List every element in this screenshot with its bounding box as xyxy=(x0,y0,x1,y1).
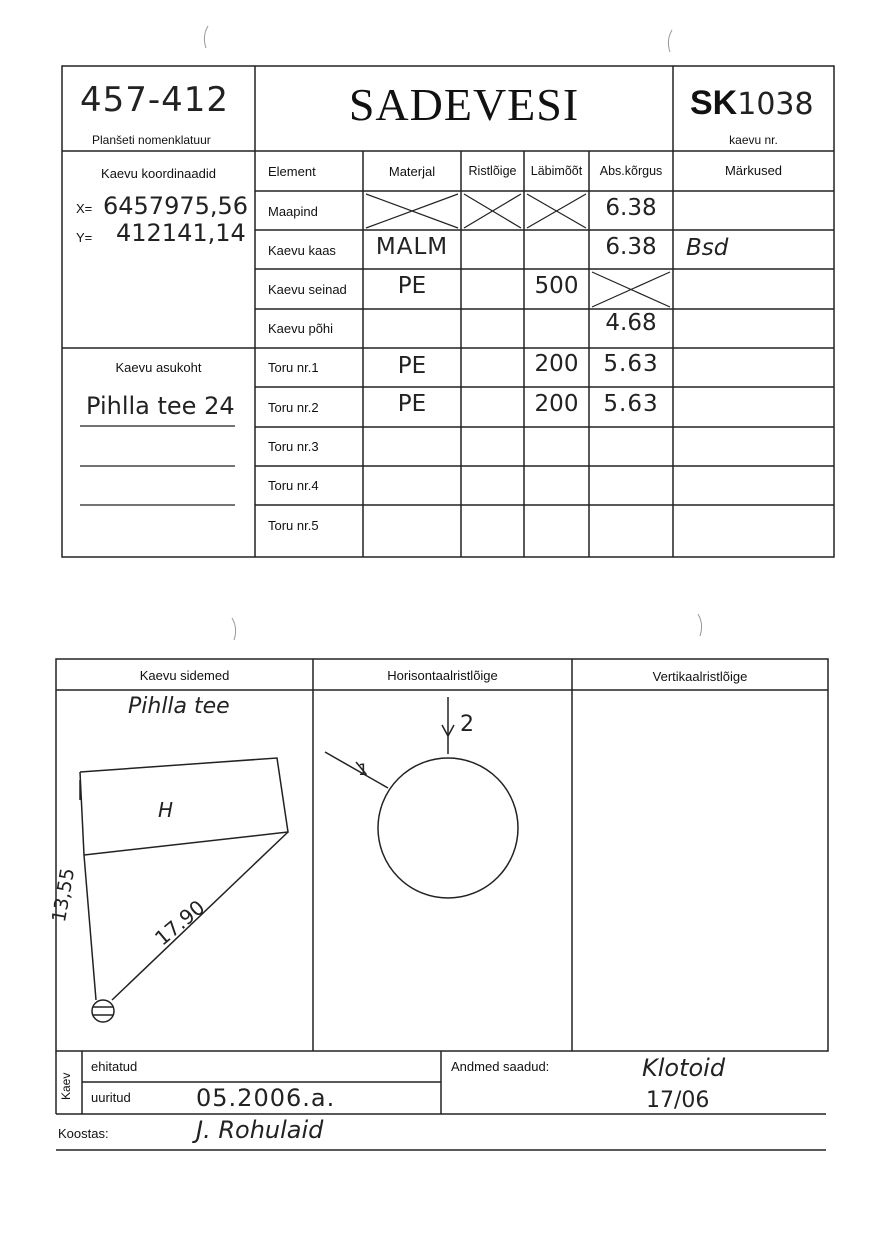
kaevu-prefix: SK xyxy=(690,84,738,122)
coord-x-value: 6457975,56 xyxy=(103,192,249,220)
header-materjal: Materjal xyxy=(388,164,436,179)
row-element-kaevu-seinad: Kaevu seinad xyxy=(268,282,347,297)
cell-abs-toru-1: 5.63 xyxy=(603,351,659,377)
sketch-dim-vertical: 13,55 xyxy=(48,866,80,924)
cell-materjal-toru-1: PE xyxy=(397,353,427,379)
cell-abs-toru-2: 5.63 xyxy=(603,391,659,417)
cell-materjal-toru-2: PE xyxy=(397,391,427,417)
location-label: Kaevu asukoht xyxy=(115,360,202,375)
header-element: Element xyxy=(268,164,316,179)
row-element-toru-1: Toru nr.1 xyxy=(268,360,319,375)
location-value: Pihlla tee 24 xyxy=(86,392,235,420)
row-element-kaevu-pohi: Kaevu põhi xyxy=(268,321,334,336)
sketch-dim-diagonal: 17.90 xyxy=(150,895,210,951)
sketch-lines xyxy=(80,758,288,1022)
cell-markused-kaevu-kaas: Bsd xyxy=(686,235,729,261)
coord-y-value: 412141,14 xyxy=(116,219,246,247)
uuritud-value: 05.2006.a. xyxy=(196,1084,336,1112)
coord-x-label: X= xyxy=(76,201,93,216)
cell-labimoot-toru-1: 200 xyxy=(534,351,579,377)
row-element-maapind: Maapind xyxy=(268,204,318,219)
header-kaevu-sidemed: Kaevu sidemed xyxy=(139,668,230,683)
header-vertikaalristloige: Vertikaalristlõige xyxy=(652,669,748,684)
header-abs-korgus: Abs.kõrgus xyxy=(599,164,663,178)
coordinates-label: Kaevu koordinaadid xyxy=(101,166,216,181)
page-title: SADEVESI xyxy=(348,79,580,130)
cell-abs-kaevu-pohi: 4.68 xyxy=(605,310,657,336)
pipe-in-2-label: 2 xyxy=(460,712,474,737)
header-labimoot: Läbimõõt xyxy=(530,164,583,178)
kaevu-number-field xyxy=(690,84,814,123)
row-element-toru-3: Toru nr.3 xyxy=(268,439,319,454)
coord-y-label: Y= xyxy=(76,230,93,245)
cell-materjal-kaevu-seinad: PE xyxy=(397,273,427,299)
kaevu-number-label: kaevu nr. xyxy=(729,133,778,147)
andmed-saadud-label: Andmed saadud: xyxy=(451,1059,550,1074)
row-element-toru-4: Toru nr.4 xyxy=(268,478,319,493)
sketch-house-label: H xyxy=(158,798,174,822)
row-element-toru-2: Toru nr.2 xyxy=(268,400,319,415)
row-element-toru-5: Toru nr.5 xyxy=(268,518,319,533)
kaevu-number-value: 1038 xyxy=(737,87,814,122)
header-horisontaalristloige: Horisontaalristlõige xyxy=(387,668,498,683)
cell-abs-kaevu-kaas: 6.38 xyxy=(605,234,657,260)
pipe-in-1-label: 1 xyxy=(358,760,369,779)
cell-abs-maapind: 6.38 xyxy=(605,195,657,221)
nomenklatuur-value: 457-412 xyxy=(80,80,230,120)
cross-section-drawing xyxy=(325,697,518,898)
cell-materjal-kaevu-kaas: MALM xyxy=(375,234,449,260)
koostas-label: Koostas: xyxy=(58,1126,109,1141)
andmed-saadud-value-2: 17/06 xyxy=(646,1088,710,1113)
cell-labimoot-kaevu-seinad: 500 xyxy=(534,273,579,299)
andmed-saadud-value-1: Klotoid xyxy=(642,1054,726,1082)
row-element-kaevu-kaas: Kaevu kaas xyxy=(268,243,336,258)
ehitatud-label: ehitatud xyxy=(91,1059,138,1074)
cell-labimoot-toru-2: 200 xyxy=(534,391,579,417)
nomenklatuur-label: Planšeti nomenklatuur xyxy=(92,133,211,147)
koostas-value: J. Rohulaid xyxy=(196,1116,324,1144)
sketch-street-label: Pihlla tee xyxy=(128,694,230,719)
header-markused: Märkused xyxy=(724,163,783,178)
header-ristloige: Ristlõige xyxy=(468,164,517,178)
kaev-label: Kaev xyxy=(59,1072,73,1100)
uuritud-label: uuritud xyxy=(91,1090,131,1105)
